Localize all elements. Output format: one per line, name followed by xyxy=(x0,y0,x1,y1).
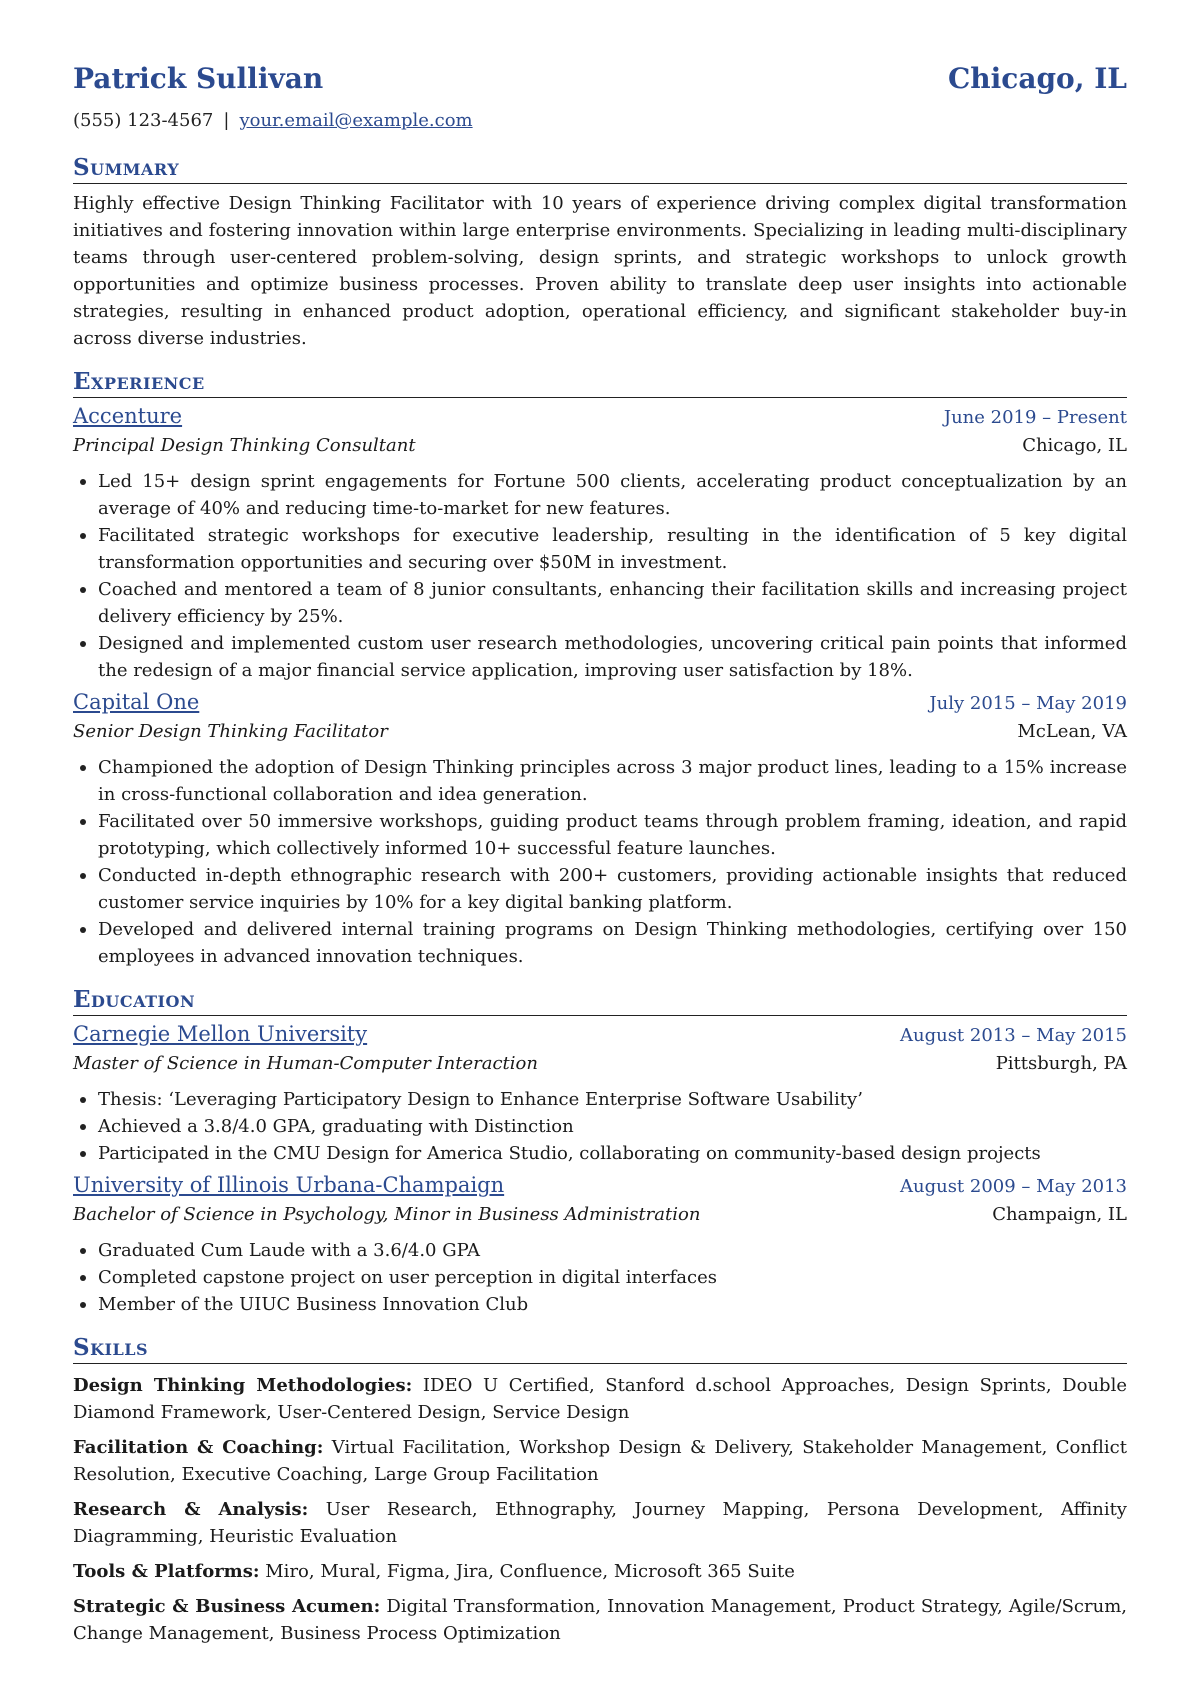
skills-section xyxy=(73,1334,1127,1647)
contact-line xyxy=(73,110,1127,138)
list-item: Achieved a 3.8/4.0 GPA, graduating with Distinction xyxy=(73,1113,1127,1140)
bullet-list xyxy=(73,468,1127,684)
experience-entry xyxy=(73,402,1127,684)
employment-dates: July 2015 – May 2019 xyxy=(929,693,1127,714)
list-item: Conducted in-depth ethnographic research with 200+ customers, providing actionable insights that reduced customer service inquiries by 10% for a key digital banking platform. xyxy=(73,862,1127,916)
experience-section xyxy=(73,368,1127,970)
experience-entry xyxy=(73,688,1127,970)
skill-values: Digital Transformation, Innovation Management, Product Strategy, Agile/Scrum, Change Management, Business Process Optimization xyxy=(73,1596,1127,1644)
phone-number: (555) 123-4567 xyxy=(73,110,214,131)
employment-dates: June 2019 – Present xyxy=(943,407,1127,428)
list-item: Facilitated over 50 immersive workshops, guiding product teams through problem framing, ideation, and rapid prototyping, which collectively informed 10+ successful feature launches. xyxy=(73,808,1127,862)
job-location: McLean, VA xyxy=(1017,721,1127,742)
candidate-location: Chicago, IL xyxy=(947,62,1127,95)
list-item: Participated in the CMU Design for America Studio, collaborating on community-based design projects xyxy=(73,1140,1127,1167)
skill-group xyxy=(73,1558,1127,1585)
school-link[interactable]: University of Illinois Urbana-Champaign xyxy=(73,1173,505,1197)
section-heading: Skills xyxy=(73,1334,1127,1364)
job-title: Senior Design Thinking Facilitator xyxy=(73,721,388,742)
list-item: Developed and delivered internal training programs on Design Thinking methodologies, certifying over 150 employees in advanced innovation techniques. xyxy=(73,916,1127,970)
bullet-list xyxy=(73,1237,1127,1318)
summary-section xyxy=(73,154,1127,352)
header xyxy=(73,62,1127,106)
skill-group xyxy=(73,1434,1127,1488)
list-item: Designed and implemented custom user research methodologies, uncovering critical pain points that informed the redesign of a major financial service application, improving user satisfaction by 18%. xyxy=(73,630,1127,684)
list-item: Graduated Cum Laude with a 3.6/4.0 GPA xyxy=(73,1237,1127,1264)
skill-group xyxy=(73,1593,1127,1647)
degree-title: Bachelor of Science in Psychology, Minor in Business Administration xyxy=(73,1204,701,1225)
list-item: Completed capstone project on user perception in digital interfaces xyxy=(73,1264,1127,1291)
degree-title: Master of Science in Human-Computer Interaction xyxy=(73,1053,538,1074)
list-item: Coached and mentored a team of 8 junior consultants, enhancing their facilitation skills and increasing project delivery efficiency by 25%. xyxy=(73,576,1127,630)
skill-label: Facilitation & Coaching: xyxy=(73,1437,324,1458)
school-location: Pittsburgh, PA xyxy=(995,1053,1127,1074)
job-title: Principal Design Thinking Consultant xyxy=(73,435,416,456)
list-item: Led 15+ design sprint engagements for Fortune 500 clients, accelerating product conceptualization by an average of 40% and reducing time-to-market for new features. xyxy=(73,468,1127,522)
section-heading: Summary xyxy=(73,154,1127,184)
employer-link[interactable]: Accenture xyxy=(73,404,183,428)
section-heading: Education xyxy=(73,986,1127,1016)
email-link[interactable]: your.email@example.com xyxy=(239,110,473,131)
contact-separator: | xyxy=(223,110,230,131)
education-entry xyxy=(73,1171,1127,1318)
employer-link[interactable]: Capital One xyxy=(73,690,200,714)
skill-label: Strategic & Business Acumen: xyxy=(73,1596,381,1617)
skill-values: Virtual Facilitation, Workshop Design & Delivery, Stakeholder Management, Conflict Resolution, Executive Coaching, Large Group Facilitation xyxy=(73,1437,1127,1485)
skill-label: Tools & Platforms: xyxy=(73,1561,260,1582)
skill-values: IDEO U Certified, Stanford d.school Approaches, Design Sprints, Double Diamond Framework, User-Centered Design, Service Design xyxy=(73,1375,1127,1423)
list-item: Championed the adoption of Design Thinking principles across 3 major product lines, leading to a 15% increase in cross-functional collaboration and idea generation. xyxy=(73,754,1127,808)
list-item: Thesis: ‘Leveraging Participatory Design to Enhance Enterprise Software Usability’ xyxy=(73,1086,1127,1113)
skill-group xyxy=(73,1372,1127,1426)
education-dates: August 2013 – May 2015 xyxy=(899,1025,1127,1046)
bullet-list xyxy=(73,754,1127,970)
school-link[interactable]: Carnegie Mellon University xyxy=(73,1022,368,1046)
list-item: Facilitated strategic workshops for executive leadership, resulting in the identification of 5 key digital transformation opportunities and securing over $50M in investment. xyxy=(73,522,1127,576)
skill-group xyxy=(73,1496,1127,1550)
list-item: Member of the UIUC Business Innovation Club xyxy=(73,1291,1127,1318)
skill-values: User Research, Ethnography, Journey Mapping, Persona Development, Affinity Diagramming, Heuristic Evaluation xyxy=(73,1499,1127,1547)
section-heading: Experience xyxy=(73,368,1127,398)
resume-page xyxy=(73,62,1127,1647)
bullet-list xyxy=(73,1086,1127,1167)
education-entry xyxy=(73,1020,1127,1167)
skill-label: Design Thinking Methodologies: xyxy=(73,1375,413,1396)
education-dates: August 2009 – May 2013 xyxy=(899,1176,1127,1197)
job-location: Chicago, IL xyxy=(1022,435,1127,456)
skill-label: Research & Analysis: xyxy=(73,1499,309,1520)
school-location: Champaign, IL xyxy=(992,1204,1127,1225)
skill-values: Miro, Mural, Figma, Jira, Confluence, Microsoft 365 Suite xyxy=(265,1561,795,1582)
candidate-name: Patrick Sullivan xyxy=(73,62,324,95)
summary-text: Highly effective Design Thinking Facilitator with 10 years of experience driving complex digital transformation initiatives and fostering innovation within large enterprise environments. Specializing in leading multi-disciplinary teams through user-centered problem-solving, design sprints, and strategic workshops to unlock growth opportunities and optimize business processes. Proven ability to translate deep user insights into actionable strategies, resulting in enhanced product adoption, operational efficiency, and significant stakeholder buy-in across diverse industries. xyxy=(73,193,1127,349)
education-section xyxy=(73,986,1127,1318)
